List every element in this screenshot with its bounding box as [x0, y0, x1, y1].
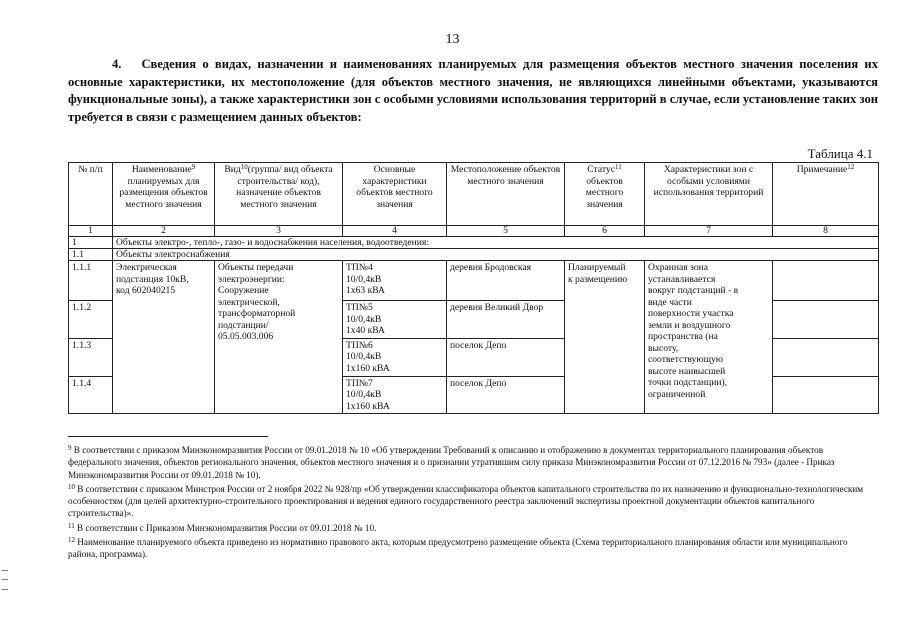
- footnote: $^{10}$ В соответствии с приказом Минстроя России от 2 ноября 2022 № 928/пр «Об утверждении классификатора объектов капитального строительства по их назначению и функционально-технологическим особенностям (для целей архитектурно-строительного проектирования и ведения единого государственного реестра заключений экспертизы проектной документации объектов капитального строительства)».: [68, 482, 864, 519]
- object-name-cell: Электрическая подстанция 10кВ, код 602040215: [113, 261, 215, 414]
- table-header-row: [69, 163, 879, 226]
- subsection-row: [69, 249, 879, 261]
- object-type-cell: Объекты передачи электроэнергии: Сооружение электрической, трансформаторной подстанции/ 05.05.003.006: [215, 261, 343, 414]
- row-num: 1.1.2: [69, 301, 113, 339]
- zone-cell: Охранная зона устанавливается вокруг подстанций - в виде части поверхности участка земли и воздушного пространства (на высоту, соответствующую высоте наивысшей точки подстанции), ограниченной: [645, 261, 773, 414]
- column-number: 8: [773, 226, 879, 237]
- table-caption: Таблица 4.1: [807, 146, 873, 161]
- column-number: 7: [645, 226, 773, 237]
- note-cell: [773, 261, 879, 301]
- section-row-num: 1: [69, 237, 113, 249]
- note-cell: [773, 376, 879, 414]
- column-number: 1: [69, 226, 113, 237]
- row-num: 1.1.1: [69, 261, 113, 301]
- location-cell: деревня Бродовская: [447, 261, 565, 301]
- header-name: Наименование$^9$ планируемых для размещения объектов местного значения: [113, 163, 215, 226]
- location-cell: поселок Депо: [447, 376, 565, 414]
- column-number: 3: [215, 226, 343, 237]
- location-cell: поселок Депо: [447, 338, 565, 376]
- header-status: Статус$^{11}$ объектов местного значения: [565, 163, 645, 226]
- status-cell: Планируемый к размещению: [565, 261, 645, 414]
- header-num: № п/п: [69, 163, 113, 226]
- header-location: Местоположение объектов местного значения: [447, 163, 565, 226]
- section-row: [69, 237, 879, 249]
- column-number: 6: [565, 226, 645, 237]
- header-characteristics: Основные характеристики объектов местного значения: [343, 163, 447, 226]
- column-number: 4: [343, 226, 447, 237]
- footnote: $^9$ В соответствии с приказом Минэкономразвития России от 09.01.2018 № 10 «Об утверждении Требований к описанию и отображению в документах территориального планирования объектов федерального значения, объектов регионального значения, объектов местного значения и о признании утратившим силу приказа Минэкономразвития России от 07.12.2016 № 793» (далее - Приказ Минэкономразвития России от 09.01.2018 № 10).: [68, 444, 835, 480]
- characteristics-cell: ТП№7 10/0,4кВ 1х160 кВА: [343, 376, 447, 414]
- column-number: 5: [447, 226, 565, 237]
- footnotes: [68, 444, 878, 563]
- page-number: 13: [445, 32, 460, 47]
- section-heading-text: Сведения о видах, назначении и наименованиях планируемых для размещения объектов местного значения поселения их основные характеристики, их местоположение (для объектов местного значения, не являющихся линейными объектами, указываются функциональные зоны), а также характеристики зон с особыми условиями использования территорий в случае, если установление таких зон требуется в связи с размещением данных объектов:: [68, 57, 878, 124]
- section-row-text: Объекты электроснабжения: [113, 249, 879, 261]
- location-cell: деревня Великий Двор: [447, 301, 565, 339]
- binding-mark: [2, 570, 8, 590]
- header-zones: Характеристики зон с особыми условиями использования территорий: [645, 163, 773, 226]
- note-cell: [773, 301, 879, 339]
- table-row: [69, 261, 879, 301]
- header-note: Примечание$^{12}$: [773, 163, 879, 226]
- row-num: 1.1.3: [69, 338, 113, 376]
- row-num: 1.1.4: [69, 376, 113, 414]
- footnote-separator: [68, 436, 268, 437]
- section-number: 4.: [112, 57, 122, 71]
- section-heading: [68, 56, 878, 126]
- footnote: $^{11}$ В соответствии с Приказом Минэкономразвития России от 09.01.2018 № 10.: [68, 521, 377, 533]
- characteristics-cell: ТП№5 10/0,4кВ 1х40 кВА: [343, 301, 447, 339]
- column-number: 2: [113, 226, 215, 237]
- objects-table: [68, 162, 879, 414]
- note-cell: [773, 338, 879, 376]
- characteristics-cell: ТП№4 10/0,4кВ 1х63 кВА: [343, 261, 447, 301]
- section-row-num: 1.1: [69, 249, 113, 261]
- section-row-text: Объекты электро-, тепло-, газо- и водоснабжения населения, водоотведения:: [113, 237, 879, 249]
- characteristics-cell: ТП№6 10/0,4кВ 1х160 кВА: [343, 338, 447, 376]
- footnote: $^{12}$ Наименование планируемого объекта приведено из нормативно правового акта, которым предусмотрено размещение объекта (Схема территориального планирования области или муниципального района, программа).: [68, 536, 848, 560]
- column-number-row: [69, 226, 879, 237]
- header-type: Вид$^{10}$(группа/ вид объекта строительства/ код), назначение объектов местного значения: [215, 163, 343, 226]
